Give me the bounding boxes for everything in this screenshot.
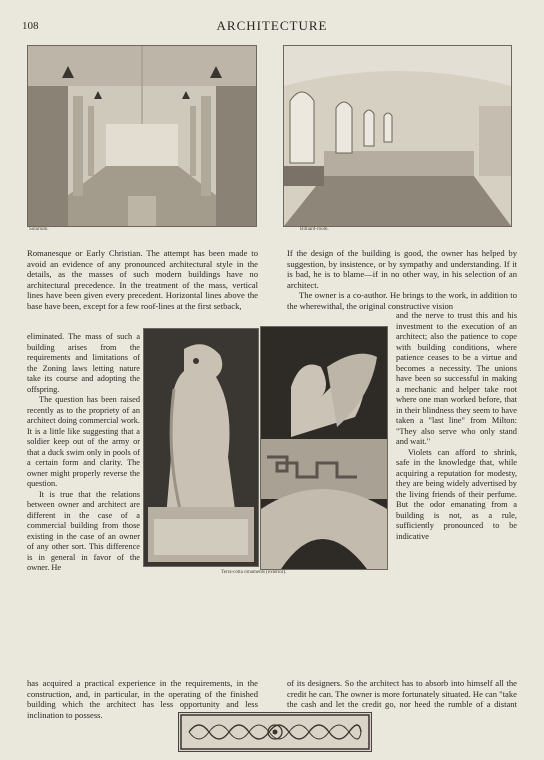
paragraph: and the nerve to trust this and his investment to the execution of an architect; also the patience to cope with building conditions, where patience ceases to be a virtue and becomes a necessity. The unions have been so successful in making a mechanic and helper take root where one man worked before, that in their blindness they seem to have taken a "last line" from Milton: "They also serve who only stand and wait." (396, 311, 517, 446)
right-col-narrow-text (396, 311, 517, 542)
paragraph: It is true that the relations between owner and architect are different in the case of a commercial building from those existing in the case of an owner of any other sort. This difference is in general in favor of the owner. He (27, 489, 140, 572)
decorative-ornament (178, 712, 372, 752)
griffin-ornament-photo (260, 326, 388, 570)
eagle-ornament-photo (143, 328, 259, 567)
right-col-bottom-text: of its designers. So the architect has to absorb into himself all the credit he can. The owner is more fortunately situated. He can "take the cash and let the credit go, nor heed the rumble of a distant (287, 678, 517, 709)
billiard-room-photo (283, 45, 512, 227)
solarium-photo (27, 45, 257, 227)
left-col-top-text: Romanesque or Early Christian. The attempt has been made to avoid an evidence of any pronounced architectural style in the details, as the masses of such modern buildings have no architectural precedence. In the treatment of the mass, vertical lines have been given every precedent. Horizontal lines above the base have been, except for a few roof-lines at the first setback, (27, 248, 258, 311)
paragraph: The question has been raised recently as to the propriety of an architect doing commercial work. It is a little like suggesting that a soldier keep out of the army or that a duck swim only in pools of a certain form and clarity. The owner might properly reverse the question. (27, 395, 140, 488)
billiard-room-caption: Billiard-room. (300, 227, 329, 232)
right-col-top-text-1: If the design of the building is good, the owner has helped by suggestion, by insistence, or by sympathy and understanding. If it is bad, he is to blame—if in no other way, in his selection of an architect. (287, 248, 517, 290)
page-number: 108 (22, 20, 39, 32)
left-col-bottom-text: has acquired a practical experience in the requirements, in the construction, and, in particular, in the operating of the finished building which the architect has less opportunity and less inclination to possess. (27, 678, 258, 720)
paragraph: Violets can afford to shrink, safe in the knowledge that, while acquiring a reputation for modesty, they are being widely advertised by the living friends of their perfume. But the odor emanating from a building is not, as a rule, sufficiently pronounced to be indicative (396, 447, 517, 541)
paragraph: eliminated. The mass of such a building arises from the requirements and limitations of the Zoning laws letting nature take its course and adopting the offspring. (27, 332, 140, 394)
terracotta-caption: Terra-cotta ornaments (exterior). (221, 570, 287, 575)
solarium-caption: Solarium. (29, 227, 49, 232)
right-col-top-text-2: The owner is a co-author. He brings to the work, in addition to the wherewithal, the original constructive vision (287, 290, 517, 311)
running-title: ARCHITECTURE (216, 18, 328, 33)
left-col-narrow-text (27, 332, 140, 574)
